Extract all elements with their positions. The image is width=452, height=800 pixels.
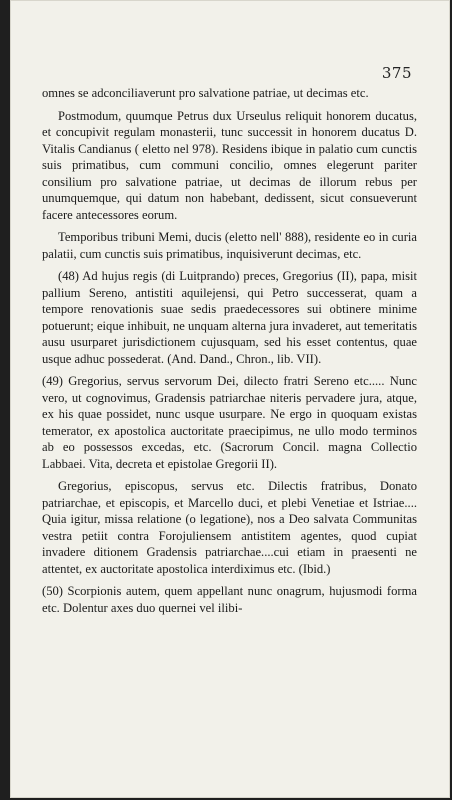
paragraph: Postmodum, quumque Petrus dux Urseulus reliquit honorem ducatus, et concupivit regulam monasterii, tunc successit in honorem ducatus D. Vitalis Candianus ( eletto nel 978). Residens ibique in palatio cum cunctis suis primatibus, cum communi concilio, omnes elegerunt pariter consilium pro salvatione patriae, ut decimas de illorum rebus per unumquemque, qui datum non habebant, dedissent, sicut consueverunt facere antecessores eorum. (42, 108, 417, 222)
footnote-48: (48) Ad hujus regis (di Luitprando) preces, Gregorius (II), papa, misit pallium Sereno, antistiti aquilejensi, qui Petro successerat, quam a tempore renovationis suae sedis praedecessores sui obtinere minime potuerunt; eique inhibuit, ne unquam alterna jura invaderet, aut temeritatis ausu usurparet jurisdictionem cujusquam, sed his esset contentus, quae usque adhuc possederat. (And. Dand., Chron., lib. VII). (42, 269, 417, 366)
page-number: 375 (381, 64, 412, 82)
footnote-50: (50) Scorpionis autem, quem appellant nunc onagrum, hujusmodi forma etc. Dolentur axes duo quernei vel ilibi- (42, 584, 417, 615)
paragraph: omnes se adconciliaverunt pro salvatione patriae, ut decimas etc. (42, 86, 369, 100)
paragraph: Temporibus tribuni Memi, ducis (eletto nell' 888), residente eo in curia palatii, cum cunctis suis primatibus, inquisiverunt decimas, etc. (42, 230, 417, 261)
page-body (42, 85, 417, 622)
book-page (10, 0, 450, 798)
footnote-49: (49) Gregorius, servus servorum Dei, dilecto fratri Sereno etc..... Nunc vero, ut cognovimus, Gradensis patriarchae niteris pervadere jura, atque, ex his quae possidet, nunc usque usurpare. Ne ergo in quoquam existas temerator, ex apostolica auctoritate praecipimus, ne ullo modo terminos ab eo possessos excedas, etc. (Sacrorum Concil. magna Collectio Labbaei. Vita, decreta et epistolae Gregorii II). (42, 374, 417, 471)
paragraph: Gregorius, episcopus, servus etc. Dilectis fratribus, Donato patriarchae, et episcopis, et Marcello duci, et plebi Venetiae et Istriae.... Quia igitur, missa relatione (o legatione), nos a Deo salvata Communitas vestra petiit contra Forojuliensem antistitem agentes, quod cupiat invadere ditionem Gradensis patriarchae....cui etiam in praesenti ne attentet, ex auctoritate apostolica interdiximus etc. (Ibid.) (42, 479, 417, 576)
